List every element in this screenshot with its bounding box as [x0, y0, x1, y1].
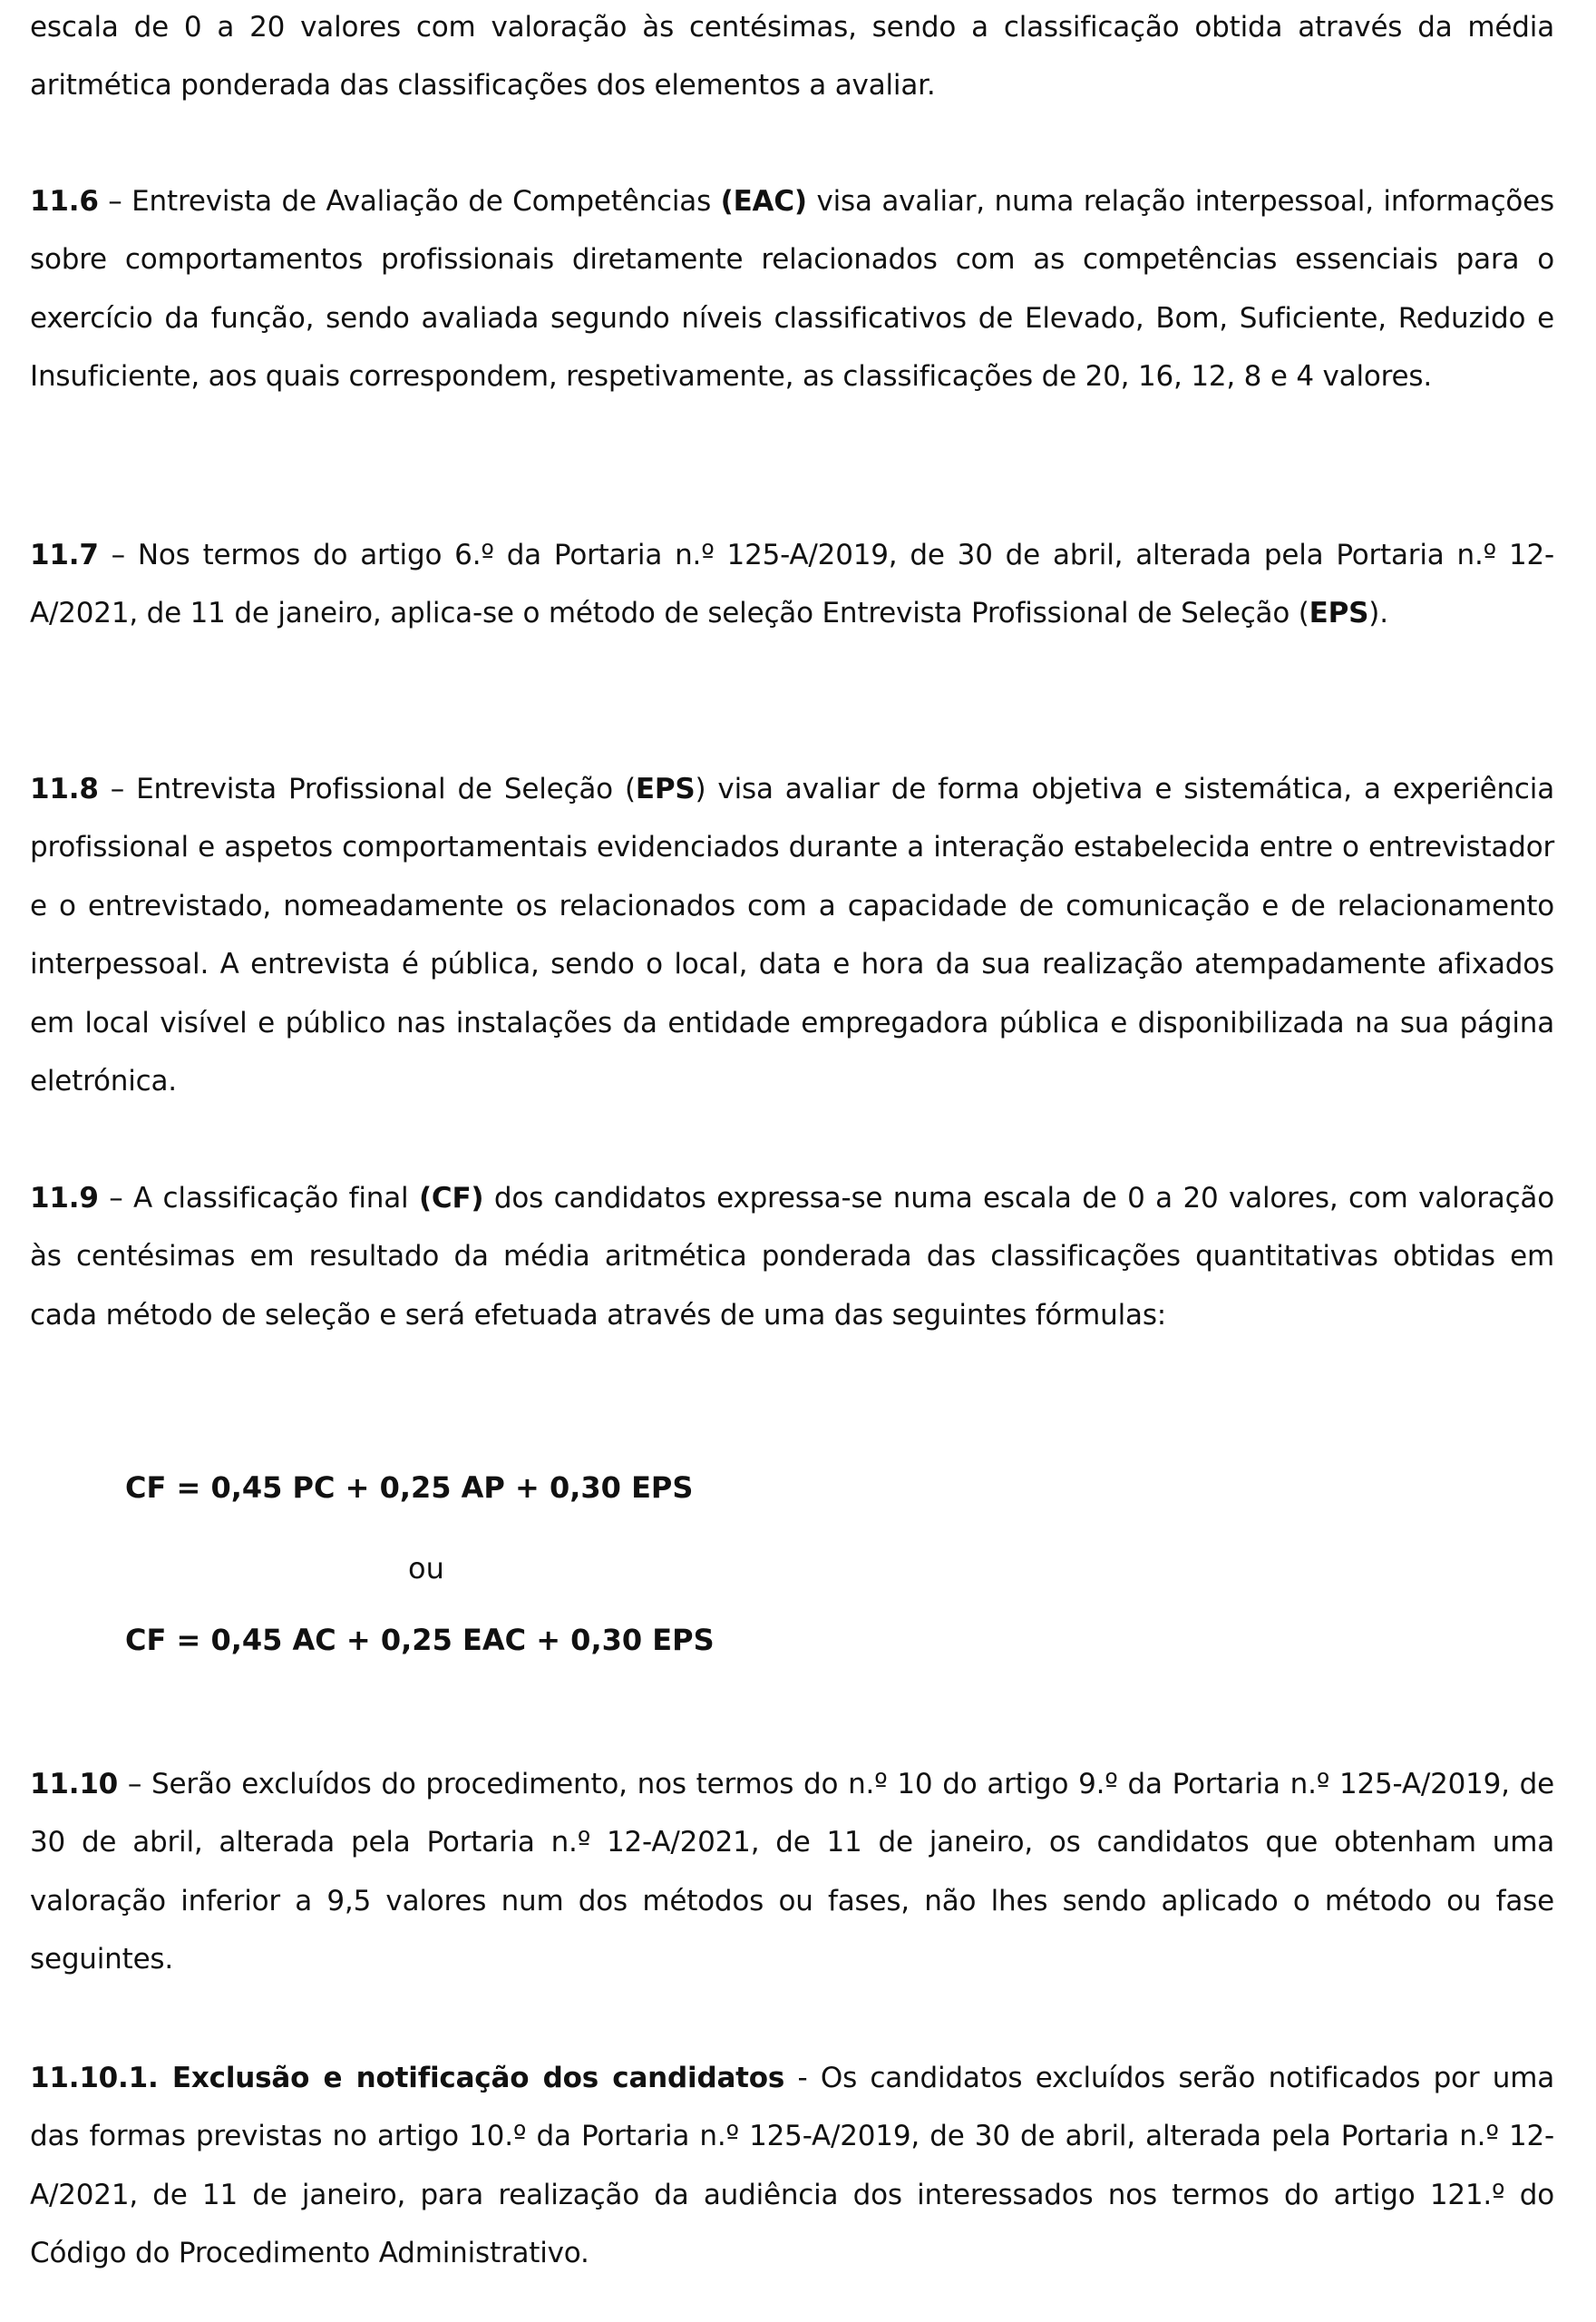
section-11-10: [30, 1755, 1554, 1989]
abbreviation-cf: (CF): [418, 1182, 484, 1215]
formula-second: CF = 0,45 AC + 0,25 EAC + 0,30 EPS: [125, 1623, 715, 1657]
section-number: 11.8: [30, 773, 99, 805]
abbreviation-eps: EPS: [635, 773, 696, 805]
section-11-10-1: [30, 2049, 1554, 2283]
intro-text: escala de 0 a 20 valores com valoração às centésimas, sendo a classificação obtida através da média aritmética ponderada das classificações dos elementos a avaliar.: [30, 11, 1554, 102]
section-dash: -: [784, 2062, 821, 2094]
section-lead: A classificação final: [133, 1182, 419, 1215]
section-lead: Entrevista Profissional de Seleção (: [136, 773, 636, 805]
section-dash: –: [98, 773, 137, 805]
section-11-9: [30, 1169, 1554, 1344]
section-dash: –: [118, 1768, 152, 1800]
intro-paragraph: [30, 0, 1554, 115]
section-text: Serão excluídos do procedimento, nos termos do n.º 10 do artigo 9.º da Portaria n.º 125-A/2019, de 30 de abril, alterada pela Portaria n.º 12-A/2021, de 11 de janeiro, os candidatos que obtenham uma valoração inferior a 9,5 valores num dos métodos ou fases, não lhes sendo aplicado o método ou fase seguintes.: [30, 1768, 1555, 1976]
section-title: Exclusão e notificação dos candidatos: [158, 2062, 785, 2094]
section-number: 11.10.1.: [30, 2062, 159, 2094]
formula-first: CF = 0,45 PC + 0,25 AP + 0,30 EPS: [125, 1470, 694, 1505]
abbreviation-eac: (EAC): [720, 185, 807, 218]
section-number: 11.10: [30, 1768, 119, 1800]
section-dash: –: [98, 539, 138, 571]
section-text: dos candidatos expressa-se numa escala de 0 a 20 valores, com valoração às centésimas em resultado da média aritmética ponderada das classificações quantitativas obtidas em cada método de seleção e será efetuada através de uma das seguintes fórmulas:: [30, 1182, 1554, 1332]
abbreviation-eps: EPS: [1309, 597, 1369, 630]
section-tail: ).: [1368, 597, 1388, 630]
section-lead: Entrevista de Avaliação de Competências: [131, 185, 721, 218]
section-11-6: [30, 172, 1554, 406]
section-text: Nos termos do artigo 6.º da Portaria n.º 125-A/2019, de 30 de abril, alterada pela Portaria n.º 12-A/2021, de 11 de janeiro, aplica-se o método de seleção Entrevista Profissional de Seleção (: [30, 539, 1555, 630]
section-11-7: [30, 526, 1554, 643]
section-text: Os candidatos excluídos serão notificados por uma das formas previstas no artigo 10.º da Portaria n.º 125-A/2019, de 30 de abril, alterada pela Portaria n.º 12-A/2021, de 11 de janeiro, para realização da audiência dos interessados nos termos do artigo 121.º do Código do Procedimento Administrativo.: [30, 2062, 1554, 2270]
section-11-8: [30, 760, 1554, 1110]
section-dash: –: [98, 1182, 134, 1215]
section-number: 11.7: [30, 539, 99, 571]
section-number: 11.6: [30, 185, 99, 218]
formula-separator: ou: [408, 1551, 444, 1585]
section-text: visa avaliar, numa relação interpessoal, informações sobre comportamentos profissionais diretamente relacionados com as competências essenciais para o exercício da função, sendo avaliada segundo níveis classificativos de Elevado, Bom, Suficiente, Reduzido e Insuficiente, aos quais correspondem, respetivamente, as classificações de 20, 16, 12, 8 e 4 valores.: [30, 185, 1554, 394]
section-text: ) visa avaliar de forma objetiva e sistemática, a experiência profissional e aspetos comportamentais evidenciados durante a interação estabelecida entre o entrevistador e o entrevistado, nomeadamente os relacionados com a capacidade de comunicação e de relacionamento interpessoal. A entrevista é pública, sendo o local, data e hora da sua realização atempadamente afixados em local visível e público nas instalações da entidade empregadora pública e disponibilizada na sua página eletrónica.: [30, 773, 1554, 1098]
section-dash: –: [98, 185, 132, 218]
section-number: 11.9: [30, 1182, 99, 1215]
